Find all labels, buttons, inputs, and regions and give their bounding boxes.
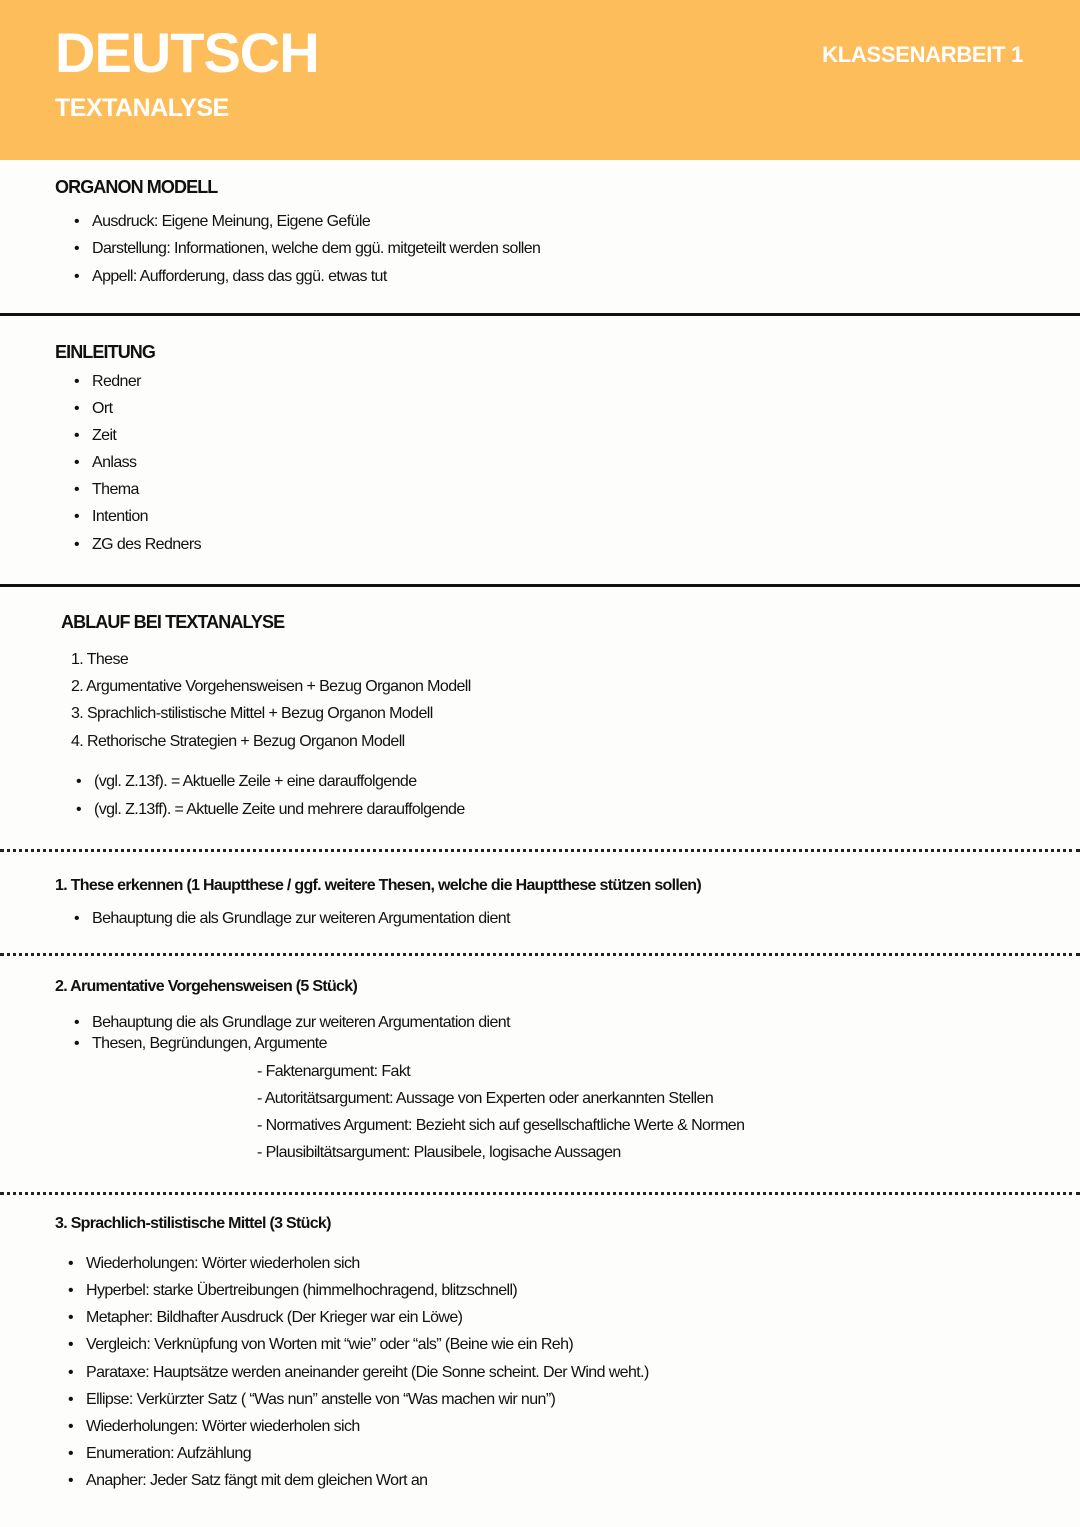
these-heading: 1. These erkennen (1 Hauptthese / ggf. weitere Thesen, welche die Hauptthese stützen sollen) <box>55 877 701 894</box>
list-item: • Ausdruck: Eigene Meinung, Eigene Gefüle <box>92 213 370 231</box>
list-item: • Darstellung: Informationen, welche dem ggü. mitgeteilt werden sollen <box>92 240 540 258</box>
list-item: • Vergleich: Verknüpfung von Worten mit “wie” oder “als” (Beine wie ein Reh) <box>86 1336 573 1354</box>
list-item: • (vgl. Z.13ff). = Aktuelle Zeite und mehrere darauffolgende <box>94 801 465 819</box>
step-item: 1. These <box>71 651 129 668</box>
list-item: • Enumeration: Aufzählung <box>86 1445 251 1463</box>
list-item: • Parataxe: Hauptsätze werden aneinander gereiht (Die Sonne scheint. Der Wind weht.) <box>86 1364 649 1382</box>
sub-item: - Autoritätsargument: Aussage von Experten oder anerkannten Stellen <box>257 1090 714 1107</box>
list-item: • Thesen, Begründungen, Argumente <box>92 1035 327 1053</box>
header-banner <box>0 0 1080 160</box>
list-item: • Anlass <box>92 454 136 472</box>
exam-label: KLASSENARBEIT 1 <box>822 42 1023 67</box>
list-item: • Thema <box>92 481 139 499</box>
step-item: 2. Argumentative Vorgehensweisen + Bezug Organon Modell <box>71 678 471 695</box>
list-item: • Hyperbel: starke Übertreibungen (himmelhochragend, blitzschnell) <box>86 1282 517 1300</box>
section-divider <box>0 584 1080 587</box>
list-item: • Appell: Aufforderung, dass das ggü. etwas tut <box>92 268 387 286</box>
organon-heading: ORGANON MODELL <box>55 177 218 197</box>
einleitung-heading: EINLEITUNG <box>55 342 156 362</box>
list-item: • Intention <box>92 508 148 526</box>
stilmittel-heading: 3. Sprachlich-stilistische Mittel (3 Stück) <box>55 1215 331 1232</box>
document-title: DEUTSCH <box>55 21 319 84</box>
document-subtitle: TEXTANALYSE <box>55 94 229 122</box>
list-item: • Wiederholungen: Wörter wiederholen sich <box>86 1418 360 1436</box>
list-item: • Ellipse: Verkürzter Satz ( “Was nun” anstelle von “Was machen wir nun”) <box>86 1391 555 1409</box>
list-item: • Behauptung die als Grundlage zur weiteren Argumentation dient <box>92 1014 510 1032</box>
list-item: • Anapher: Jeder Satz fängt mit dem gleichen Wort an <box>86 1472 427 1490</box>
dotted-divider <box>0 849 1080 852</box>
step-item: 4. Rethorische Strategien + Bezug Organon Modell <box>71 733 405 750</box>
list-item: • ZG des Redners <box>92 536 201 554</box>
step-item: 3. Sprachlich-stilistische Mittel + Bezug Organon Modell <box>71 705 433 722</box>
list-item: • Wiederholungen: Wörter wiederholen sich <box>86 1255 360 1273</box>
argumentativ-heading: 2. Arumentative Vorgehensweisen (5 Stück) <box>55 978 358 995</box>
dotted-divider <box>0 953 1080 956</box>
sub-item: - Normatives Argument: Bezieht sich auf gesellschaftliche Werte & Normen <box>257 1117 745 1134</box>
list-item: • Behauptung die als Grundlage zur weiteren Argumentation dient <box>92 910 510 928</box>
section-divider <box>0 313 1080 316</box>
sub-item: - Plausibiltätsargument: Plausibele, logisache Aussagen <box>257 1144 621 1161</box>
dotted-divider <box>0 1192 1080 1195</box>
list-item: • (vgl. Z.13f). = Aktuelle Zeile + eine darauffolgende <box>94 773 417 791</box>
ablauf-heading: ABLAUF BEI TEXTANALYSE <box>61 612 285 632</box>
list-item: • Metapher: Bildhafter Ausdruck (Der Krieger war ein Löwe) <box>86 1309 462 1327</box>
list-item: • Zeit <box>92 427 116 445</box>
sub-item: - Faktenargument: Fakt <box>257 1063 411 1080</box>
list-item: • Ort <box>92 400 112 418</box>
list-item: • Redner <box>92 373 141 391</box>
